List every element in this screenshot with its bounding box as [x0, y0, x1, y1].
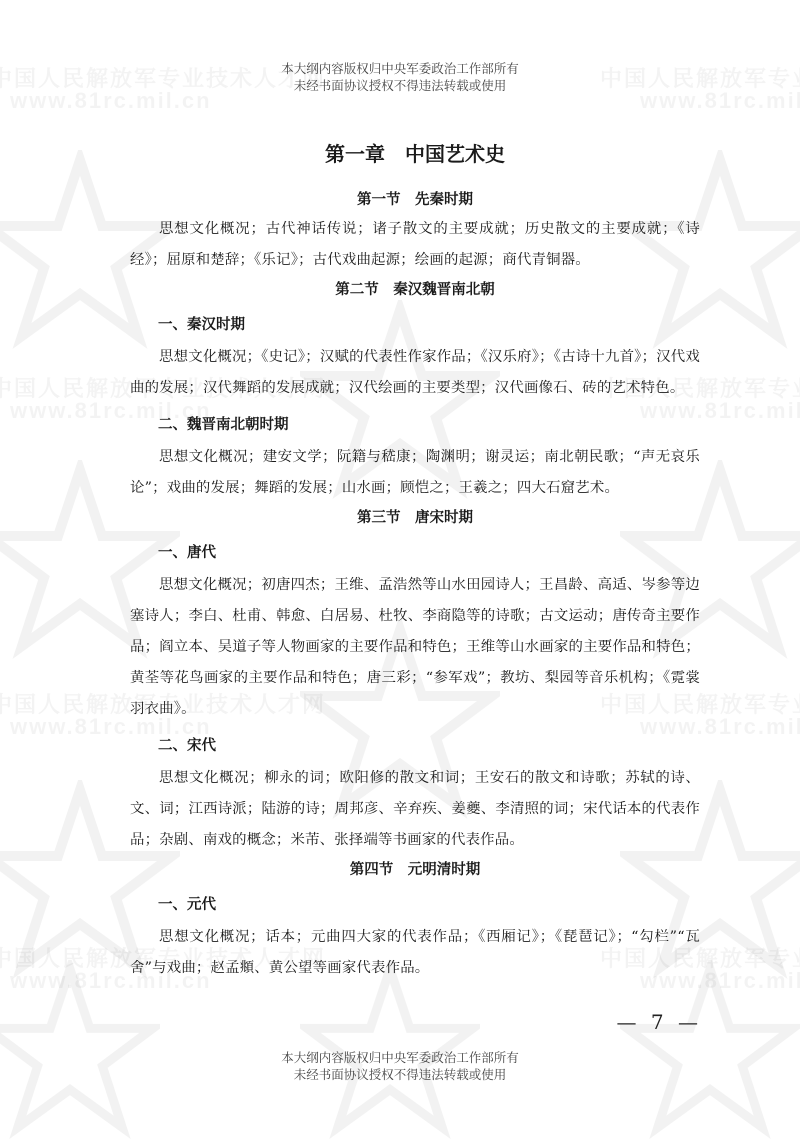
subsection-title: 一、元代 — [158, 897, 216, 913]
page-number: — 7 — — [616, 1010, 702, 1034]
subsection-title: 一、秦汉时期 — [158, 317, 245, 333]
subsection-title: 二、宋代 — [158, 738, 216, 754]
section-title: 第四节 元明清时期 — [349, 862, 481, 878]
paragraph: 思想文化概况；话本；元曲四大家的代表作品；《西厢记》；《琵琶记》；“勾栏”“瓦舍”与戏曲；赵孟頫、黄公望等画家代表作品。 — [130, 929, 700, 976]
subsection-title: 二、魏晋南北朝时期 — [158, 417, 289, 433]
section-title: 第三节 唐宋时期 — [357, 510, 473, 526]
header-line-1: 本大纲内容版权归中央军委政治工作部所有 — [281, 61, 519, 76]
footer-line-2: 未经书面协议授权不得违法转载或使用 — [293, 1067, 507, 1082]
paragraph: 思想文化概况；初唐四杰；王维、孟浩然等山水田园诗人；王昌龄、高适、岑参等边塞诗人；李白、杜甫、韩愈、白居易、杜牧、李商隐等的诗歌；古文运动；唐传奇主要作品；阎立本、吴道子等人物画家的主要作品和特色；王维等山水画家的主要作品和特色；黄荃等花鸟画家的主要作品和特色；唐三彩；“参军戏”；教坊、梨园等音乐机构；《霓裳羽衣曲》。 — [130, 577, 700, 717]
paragraph: 思想文化概况；《史记》；汉赋的代表性作家作品；《汉乐府》；《古诗十九首》；汉代戏曲的发展；汉代舞蹈的发展成就；汉代绘画的主要类型；汉代画像石、砖的艺术特色。 — [130, 349, 700, 396]
section-title: 第一节 先秦时期 — [357, 192, 473, 208]
section-title: 第二节 秦汉魏晋南北朝 — [335, 282, 495, 298]
paragraph: 思想文化概况；古代神话传说；诸子散文的主要成就；历史散文的主要成就；《诗经》；屈原和楚辞；《乐记》；古代戏曲起源；绘画的起源；商代青铜器。 — [130, 221, 700, 268]
header-line-2: 未经书面协议授权不得违法转载或使用 — [293, 78, 507, 93]
chapter-title: 第一章 中国艺术史 — [325, 142, 505, 166]
document-body — [130, 140, 700, 984]
copyright-header — [0, 60, 800, 94]
footer-line-1: 本大纲内容版权归中央军委政治工作部所有 — [281, 1050, 519, 1065]
paragraph: 思想文化概况；柳永的词；欧阳修的散文和词；王安石的散文和诗歌；苏轼的诗、文、词；江西诗派；陆游的诗；周邦彦、辛弃疾、姜夔、李清照的词；宋代话本的代表作品；杂剧、南戏的概念；米芾、张择端等书画家的代表作品。 — [130, 770, 700, 848]
subsection-title: 一、唐代 — [158, 545, 216, 561]
copyright-footer — [0, 1049, 800, 1083]
paragraph: 思想文化概况；建安文学；阮籍与嵇康；陶渊明；谢灵运；南北朝民歌；“声无哀乐论”；戏曲的发展；舞蹈的发展；山水画；顾恺之；王羲之；四大石窟艺术。 — [130, 449, 700, 496]
